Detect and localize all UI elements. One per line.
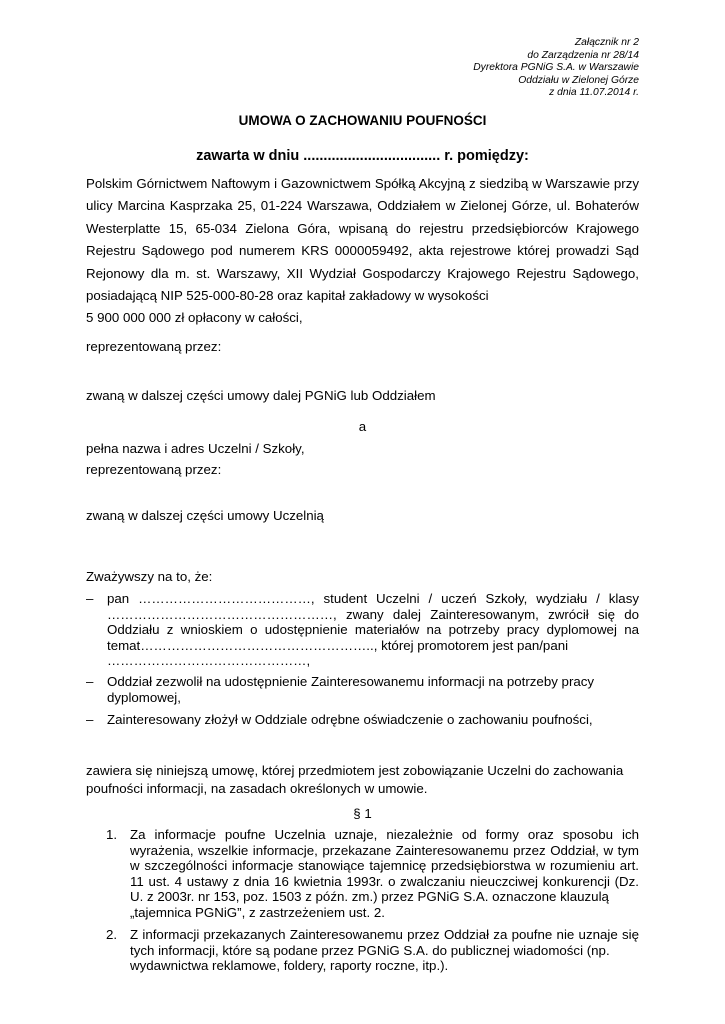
- item-number: 2.: [106, 927, 118, 942]
- dash-bullet: –: [86, 712, 94, 727]
- whereas-item-last: Zainteresowany złożył w Oddziale odrębne oświadczenie o zachowaniu poufności,: [107, 712, 593, 727]
- whereas-item-text: [107, 591, 639, 669]
- party1-called: zwaną w dalszej części umowy dalej PGNiG lub Oddziałem: [86, 388, 436, 403]
- document-title: UMOWA O ZACHOWANIU POUFNOŚCI: [238, 113, 487, 128]
- section-item-body: Za informacje poufne Uczelnia uznaje, niezależnie od formy oraz sposobu ich wyrażenia, wszelkie informacje, przekazane Zainteresowanemu przez Oddział, w tym w szczególności informacje stanowiące tajemnicę przedsiębiorstwa w rozumieniu art. 11 ust. 4 ustawy z dnia 16 kwietnia 1993r. o zwalczaniu nieuczciwej konkurencji (Dz. U. z 2003r. nr 153, poz. 1503 z późn. zm.) przez PGNiG S.A. oznaczone klauzulą: [130, 827, 639, 904]
- party1-description: [86, 173, 639, 330]
- whereas-heading: Zważywszy na to, że:: [86, 569, 213, 584]
- conclusion-body: zawiera się niniejszą umowę, której przedmiotem jest zobowiązanie Uczelni do zachowania: [86, 763, 624, 778]
- conclusion-paragraph: [86, 762, 639, 797]
- section-heading: § 1: [353, 806, 372, 821]
- header-line: Załącznik nr 2: [574, 37, 639, 48]
- header-line: Dyrektora PGNiG S.A. w Warszawie: [473, 62, 639, 74]
- party2-name: pełna nazwa i adres Uczelni / Szkoły,: [86, 441, 305, 456]
- whereas-item-text: [107, 674, 639, 705]
- section-item-text: [130, 927, 639, 974]
- section-item-text: [130, 827, 639, 920]
- attachment-header: [473, 37, 639, 100]
- section-item-last: „tajemnica PGNiG”, z zastrzeżeniem ust. 2.: [130, 904, 385, 920]
- header-line: do Zarządzenia nr 28/14: [527, 49, 639, 61]
- dash-bullet: –: [86, 674, 94, 689]
- document-subtitle: zawarta w dniu .................................. r. pomiędzy:: [196, 148, 529, 164]
- whereas-item-body: Oddział zezwolił na udostępnienie Zainteresowanemu informacji na potrzeby pracy: [107, 674, 595, 689]
- section-item-body: Z informacji przekazanych Zainteresowanemu przez Oddział za poufne nie uznaje się tych informacji, które są podane przez PGNiG S.A. do publicznej wiadomości (np.: [130, 927, 639, 958]
- section-item-last: wydawnictwa reklamowe, foldery, raporty roczne, itp.).: [130, 958, 449, 973]
- whereas-item: [86, 674, 639, 705]
- section-item: [106, 827, 639, 920]
- party1-represented: reprezentowaną przez:: [86, 339, 222, 354]
- whereas-item-last: dyplomowej,: [107, 689, 181, 705]
- conclusion-last: poufności informacji, na zasadach określonych w umowie.: [86, 780, 428, 796]
- whereas-item-body: pan …………………………………, student Uczelni / uczeń Szkoły, wydziału / klasy ……………………………………………, zwany dalej Zainteresowanym, zwrócił się do Oddziału z wnioskiem o udostępnienie materiałów na potrzeby pracy dyplomowej na temat…………………………………………….., której promotorem jest pan/pani: [107, 591, 639, 653]
- header-line: z dnia 11.07.2014 r.: [549, 87, 639, 99]
- party1-body: Polskim Górnictwem Naftowym i Gazownictwem Spółką Akcyjną z siedzibą w Warszawie przy ulicy Marcina Kasprzaka 25, 01-224 Warszawa, Oddziałem w Zielonej Górze, ul. Bohaterów Westerplatte 15, 65-034 Zielona Góra, wpisaną do rejestru przedsiębiorców Krajowego Rejestru Sądowego pod numerem KRS 0000059492, akta rejestrowe której prowadzi Sąd Rejonowy dla m. st. Warszawy, XII Wydział Gospodarczy Krajowego Rejestru Sądowego, posiadającą NIP 525-000-80-28 oraz kapitał zakładowy w wysokości: [86, 176, 639, 304]
- whereas-item-last: ………………………………………,: [107, 653, 311, 668]
- whereas-item-text: [107, 712, 639, 728]
- header-line: Oddziału w Zielonej Górze: [518, 74, 639, 86]
- and-separator: a: [358, 419, 367, 434]
- section-item: [106, 927, 639, 974]
- whereas-item: [86, 591, 639, 669]
- item-number: 1.: [106, 827, 118, 842]
- whereas-item: [86, 712, 639, 728]
- party2-represented: reprezentowaną przez:: [86, 462, 222, 477]
- party1-body-last: 5 900 000 000 zł opłacony w całości,: [86, 310, 303, 326]
- party2-called: zwaną w dalszej części umowy Uczelnią: [86, 508, 324, 523]
- dash-bullet: –: [86, 591, 94, 606]
